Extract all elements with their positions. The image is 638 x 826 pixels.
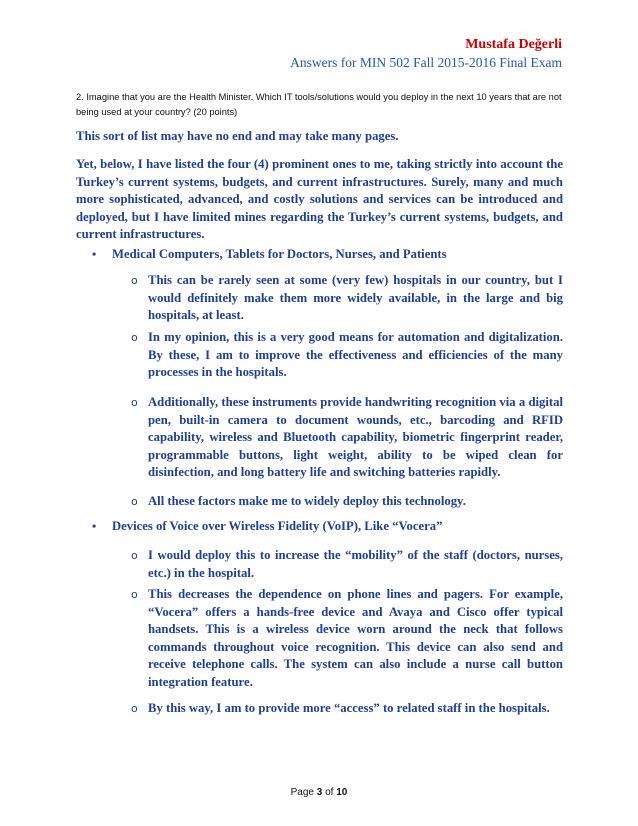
sub-item-text: I would deploy this to increase the “mobility” of the staff (doctors, nurses, etc.) in the hospital. (148, 548, 563, 580)
of-label: of (325, 787, 334, 798)
circle-bullet-icon: o (131, 702, 138, 715)
sub-item-text: All these factors make me to widely deploy this technology. (148, 494, 466, 508)
sub-item (131, 329, 563, 382)
sub-item-text: In my opinion, this is a very good means for automation and digitalization. By these, I am to improve the effectiveness and efficiencies of the many processes in the hospitals. (148, 330, 563, 380)
intro-paragraph: This sort of list may have no end and may take many pages. (76, 129, 399, 143)
sub-item-text: By this way, I am to provide more “access” to related staff in the hospitals. (148, 701, 550, 715)
bullet-icon: • (92, 247, 97, 261)
page-header (290, 36, 562, 72)
sub-item (131, 272, 563, 325)
circle-bullet-icon: o (131, 396, 138, 409)
page-footer (0, 787, 638, 798)
circle-bullet-icon: o (131, 549, 138, 562)
circle-bullet-icon: o (131, 588, 138, 601)
circle-bullet-icon: o (131, 274, 138, 287)
sub-item (131, 700, 563, 718)
sub-item (131, 394, 563, 482)
circle-bullet-icon: o (131, 495, 138, 508)
bullet-item-medical-computers (92, 246, 562, 264)
circle-bullet-icon: o (131, 331, 138, 344)
bullet-title: Devices of Voice over Wireless Fidelity (VoIP), Like “Vocera” (112, 519, 443, 533)
sub-item (131, 547, 563, 582)
total-pages-number: 10 (336, 787, 348, 798)
bullet-title: Medical Computers, Tablets for Doctors, Nurses, and Patients (112, 247, 447, 261)
sub-item-text: Additionally, these instruments provide handwriting recognition via a digital pen, built-in camera to document wounds, etc., barcoding and RFID capability, wireless and Bluetooth capability, biometric fingerprint reader, programmable buttons, light weight, ability to be wiped clean for disinfection, and long battery life and switching batteries rapidly. (148, 395, 563, 480)
sub-item-text: This decreases the dependence on phone lines and pagers. For example, “Vocera” offers a hands-free device and Avaya and Cisco offer typical handsets. This is a wireless device worn around the neck that follows commands throughout voice recognition. This device can also send and receive telephone calls. The system can also include a nurse call button integration feature. (148, 587, 563, 689)
sub-item-text: This can be rarely seen at some (very few) hospitals in our country, but I would definitely make them more widely available, in the large and big hospitals, at least. (148, 273, 563, 323)
bullet-item-voip-devices (92, 518, 562, 536)
exam-question: 2. Imagine that you are the Health Minister. Which IT tools/solutions would you deploy in the next 10 years that are not being used at your country? (20 points) (76, 92, 562, 117)
author-name: Mustafa Değerli (465, 37, 562, 52)
bullet-icon: • (92, 519, 97, 533)
page-label: Page (290, 787, 314, 798)
sub-item (131, 493, 563, 511)
sub-item (131, 586, 563, 692)
current-page-number: 3 (316, 787, 323, 798)
explanation-paragraph: Yet, below, I have listed the four (4) prominent ones to me, taking strictly into account the Turkey’s current systems, budgets, and current infrastructures. Surely, many and much more sophisticated, advanced, and costly solutions and services can be introduced and deployed, but I have limited mines regarding the Turkey’s current systems, budgets, and current infrastructures. (76, 157, 563, 242)
document-subtitle: Answers for MIN 502 Fall 2015-2016 Final Exam (290, 55, 562, 70)
